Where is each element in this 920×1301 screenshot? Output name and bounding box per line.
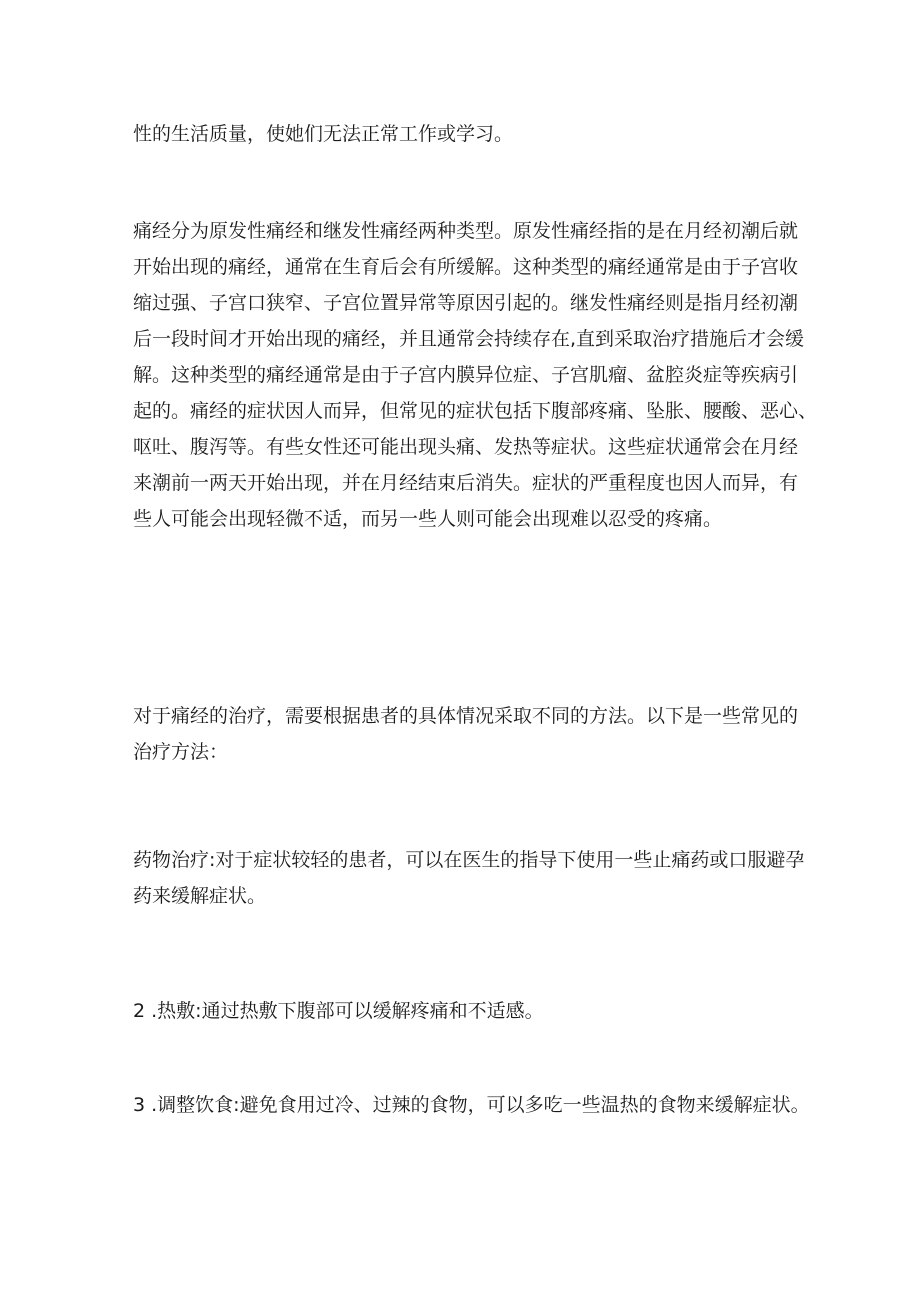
paragraph-dysmenorrhea-types <box>133 213 818 537</box>
paragraph-diet-adjustment <box>133 1087 810 1123</box>
paragraph-intro-end <box>133 116 803 152</box>
text-line: 解。这种类型的痛经通常是由于子宫内膜异位症、子宫肌瘤、盆腔炎症等疾病引 <box>133 364 799 386</box>
text-line: 缩过强、子宫口狭窄、子宫位置异常等原因引起的。继发性痛经则是指月经初潮 <box>133 292 799 314</box>
text-line: 起的。痛经的症状因人而异，但常见的症状包括下腹部疼痛、坠胀、腰酸、恶心、 <box>133 400 818 422</box>
paragraph-heat-compress <box>133 993 803 1029</box>
text-line: 后一段时间才开始出现的痛经，并且通常会持续存在,直到采取治疗措施后才会缓 <box>133 328 805 350</box>
text-line: 对于痛经的治疗，需要根据患者的具体情况采取不同的方法。以下是一些常见的 <box>133 705 799 727</box>
text-line: 些人可能会出现轻微不适，而另一些人则可能会出现难以忍受的疼痛。 <box>133 508 723 530</box>
paragraph-drug-treatment <box>133 842 803 914</box>
text-line: 治疗方法： <box>133 741 229 763</box>
text-line: 痛经分为原发性痛经和继发性痛经两种类型。原发性痛经指的是在月经初潮后就 <box>133 220 799 242</box>
text-line: 呕吐、腹泻等。有些女性还可能出现头痛、发热等症状。这些症状通常会在月经 <box>133 436 799 458</box>
text-line: 药物治疗:对于症状较轻的患者，可以在医生的指导下使用一些止痛药或口服避孕 <box>133 849 805 871</box>
text-line: 开始出现的痛经，通常在生育后会有所缓解。这种类型的痛经通常是由于子宫收 <box>133 256 799 278</box>
text-line: 来潮前一两天开始出现，并在月经结束后消失。症状的严重程度也因人而异，有 <box>133 472 799 494</box>
text-line: 2 .热敷:通过热敷下腹部可以缓解疼痛和不适感。 <box>133 1000 544 1022</box>
paragraph-treatment-intro <box>133 698 803 770</box>
text-line: 性的生活质量，使她们无法正常工作或学习。 <box>133 123 514 145</box>
text-line: 3 .调整饮食:避免食用过冷、过辣的食物，可以多吃一些温热的食物来缓解症状。 <box>133 1094 810 1116</box>
text-line: 药来缓解症状。 <box>133 885 267 907</box>
